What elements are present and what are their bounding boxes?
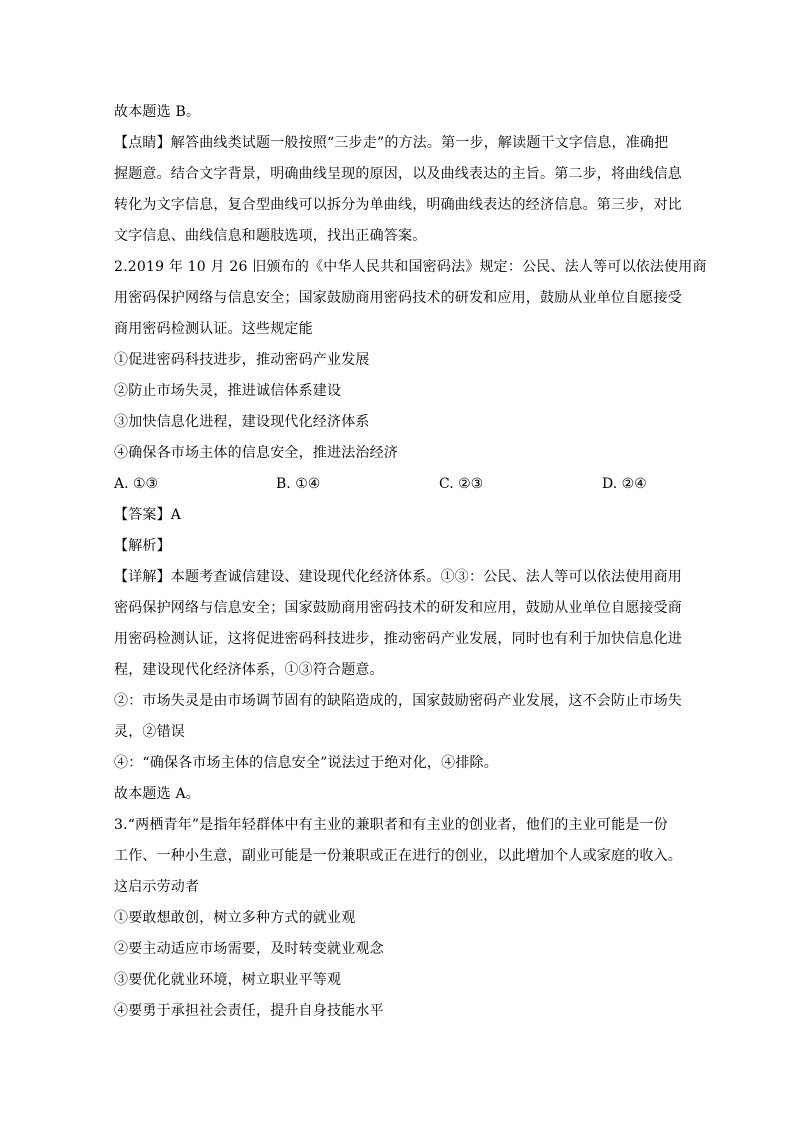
question-3-statement-2: ②要主动适应市场需要，及时转变就业观念: [114, 941, 384, 957]
question-2-options: [114, 469, 686, 500]
detail-line-4: 程，建设现代化经济体系，①③符合题意。: [114, 662, 384, 678]
answer-line: 【答案】A: [114, 507, 182, 523]
question-3-line-3: 这启示劳动者: [114, 879, 200, 895]
question-2-line-2: 用密码保护网络与信息安全；国家鼓励商用密码技术的研发和应用，鼓励从业单位自愿接受: [114, 290, 682, 306]
option-b: B. ①④: [276, 476, 321, 492]
tip-line-1: 【点睛】解答曲线类试题一般按照“三步走”的方法。第一步，解读题干文字信息，准确把: [114, 135, 669, 151]
detail-line-6: 灵，②错误: [114, 724, 185, 740]
question-2-statement-2: ②防止市场失灵，推进诚信体系建设: [114, 383, 342, 399]
detail-line-3: 用密码检测认证，这将促进密码科技进步，推动密码产业发展，同时也有利于加快信息化进: [114, 631, 682, 647]
option-d: D. ②④: [602, 476, 647, 492]
analysis-heading: 【解析】: [114, 538, 171, 554]
question-2-line-1: 2.2019 年 10 月 26 旧颁布的《中华人民共和国密码法》规定：公民、法人等可以依法使用商: [114, 259, 707, 275]
question-2-statement-1: ①促进密码科技进步，推动密码产业发展: [114, 352, 370, 368]
question-3-statement-1: ①要敢想敢创，树立多种方式的就业观: [114, 910, 356, 926]
question-2-line-3: 商用密码检测认证。这些规定能: [114, 321, 313, 337]
option-a: A. ①③: [114, 476, 159, 492]
detail-line-5: ②：市场失灵是由市场调节固有的缺陷造成的，国家鼓励密码产业发展，这不会防止市场失: [114, 693, 682, 709]
conclusion-q2: 故本题选 A。: [114, 786, 200, 802]
tip-line-2: 握题意。结合文字背景，明确曲线呈现的原因，以及曲线表达的主旨。第二步，将曲线信息: [114, 166, 682, 182]
detail-line-7: ④：“确保各市场主体的信息安全”说法过于绝对化，④排除。: [114, 755, 498, 771]
question-2-statement-3: ③加快信息化进程，建设现代化经济体系: [114, 414, 370, 430]
question-3-line-2: 工作、一种小生意，副业可能是一份兼职或正在进行的创业，以此增加个人或家庭的收入。: [114, 848, 682, 864]
question-3-statement-4: ④要勇于承担社会责任，提升自身技能水平: [114, 1003, 384, 1019]
document-body: [114, 97, 707, 1027]
detail-line-1: 【详解】本题考查诚信建设、建设现代化经济体系。①③：公民、法人等可以依法使用商用: [114, 569, 682, 585]
option-c: C. ②③: [439, 476, 484, 492]
tip-line-4: 文字信息、曲线信息和题肢选项，找出正确答案。: [114, 228, 427, 244]
question-2-statement-4: ④确保各市场主体的信息安全，推进法治经济: [114, 445, 398, 461]
detail-line-2: 密码保护网络与信息安全；国家鼓励商用密码技术的研发和应用，鼓励从业单位自愿接受商: [114, 600, 682, 616]
question-3-line-1: 3.“两栖青年”是指年轻群体中有主业的兼职者和有主业的创业者，他们的主业可能是一份: [114, 817, 668, 833]
conclusion-q1: 故本题选 B。: [114, 104, 201, 120]
tip-line-3: 转化为文字信息，复合型曲线可以拆分为单曲线，明确曲线表达的经济信息。第三步，对比: [114, 197, 682, 213]
question-3-statement-3: ③要优化就业环境，树立职业平等观: [114, 972, 342, 988]
